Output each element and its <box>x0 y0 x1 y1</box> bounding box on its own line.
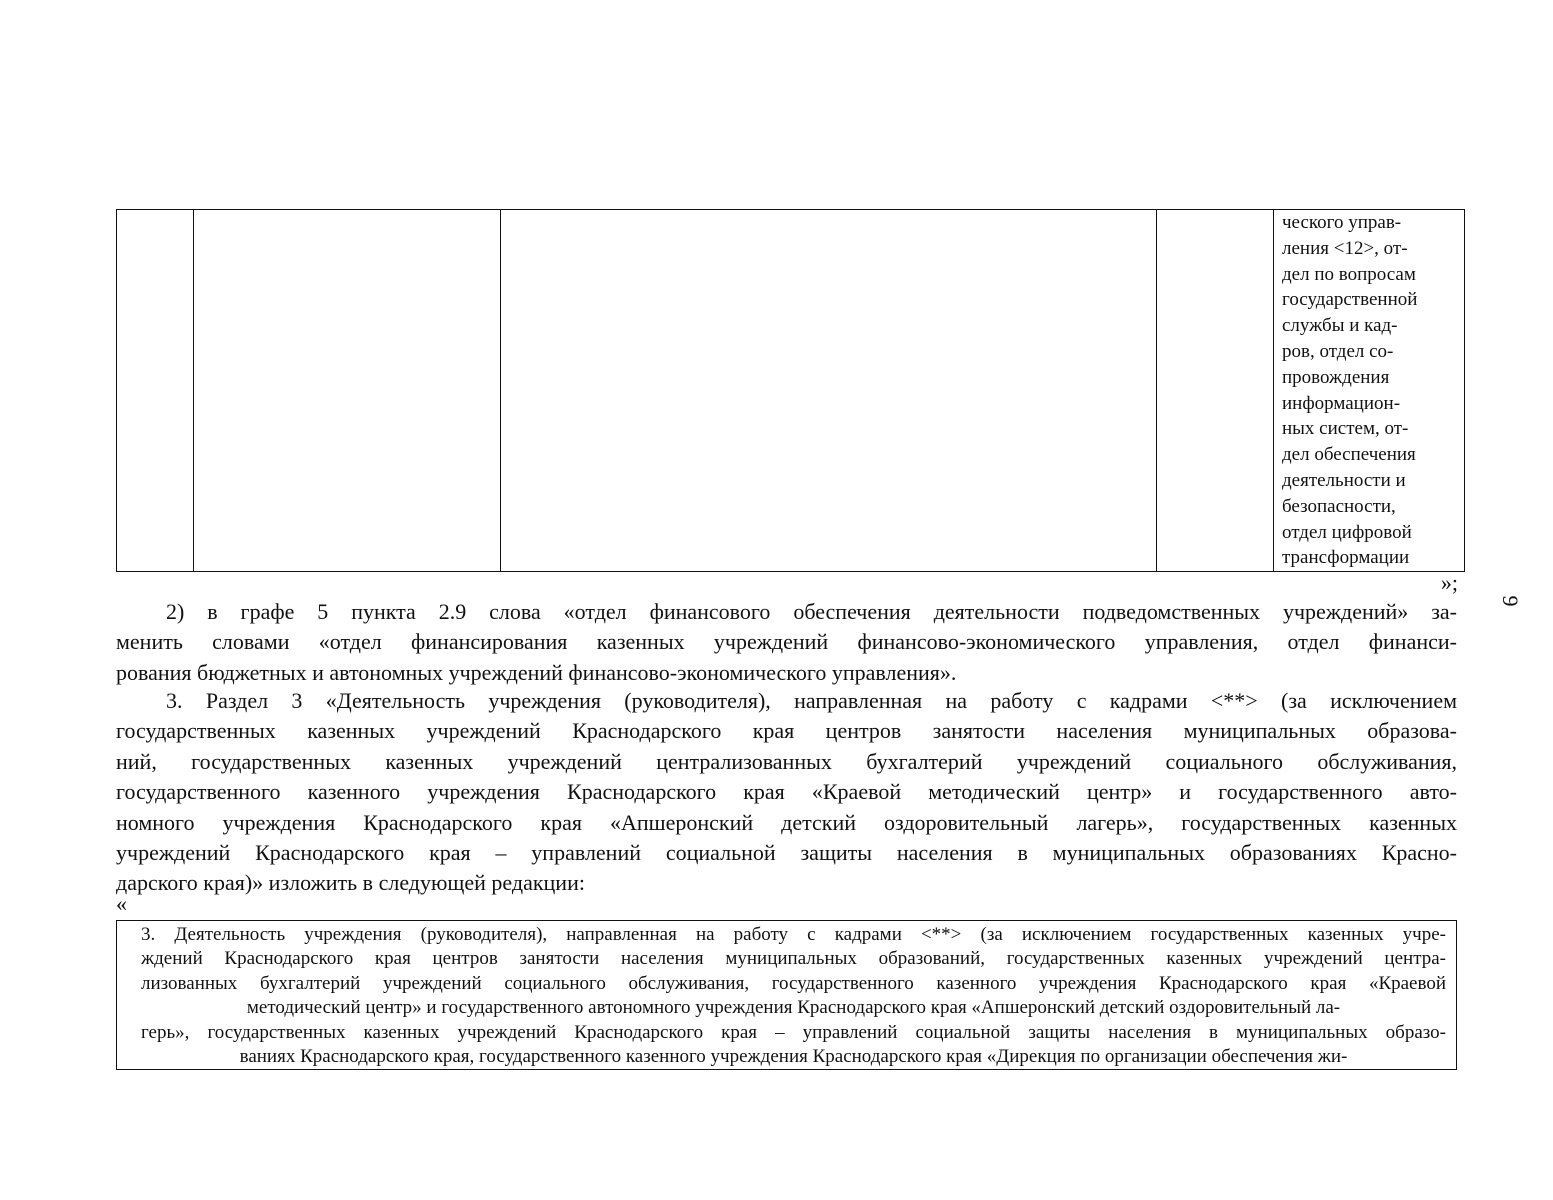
cell-line: службы и кад- <box>1282 315 1398 337</box>
cell-line: провождения <box>1282 366 1390 388</box>
paragraph-line: менить словами «отдел финансирования казенных учреждений финансово-экономического управления, отдел финанси- <box>116 629 1457 655</box>
table-cell-responsible <box>1274 210 1465 572</box>
cell-line: государственной <box>1282 289 1418 311</box>
paragraph-line: 2) в графе 5 пункта 2.9 слова «отдел финансового обеспечения деятельности подведомственных учреждений» за- <box>166 599 1457 624</box>
cell-line: ров, отдел со- <box>1282 340 1394 362</box>
new-section-box <box>116 920 1457 1070</box>
cell-line: трансформации <box>1282 547 1410 569</box>
cell-line: отдел цифровой <box>1282 521 1412 543</box>
paragraph-line: дарского края)» изложить в следующей редакции: <box>116 870 585 896</box>
cell-line: ческого управ- <box>1282 212 1402 233</box>
table-cell-2 <box>194 210 501 572</box>
table-cell-4 <box>1157 210 1274 572</box>
paragraph-line: учреждений Краснодарского края – управлений социальной защиты населения в муниципальных образованиях Красно- <box>116 840 1457 866</box>
paragraph-line: 3. Раздел 3 «Деятельность учреждения (руководителя), направленная на работу с кадрами <**> (за исключением <box>166 688 1457 713</box>
box-line: методический центр» и государственного автономного учреждения Краснодарского края «Апшеронский детский оздоровительный ла- <box>246 997 1341 1019</box>
box-line: ваниях Краснодарского края, государственного казенного учреждения Краснодарского края «Дирекция по организации обеспечения жи- <box>239 1046 1348 1068</box>
paragraph-line: ний, государственных казенных учреждений централизованных бухгалтерий учреждений социального обслуживания, <box>116 748 1457 774</box>
box-line: герь», государственных казенных учреждений Краснодарского края – управлений социальной защиты населения в муниципальных образо- <box>141 1021 1446 1043</box>
cell-line: информацион- <box>1282 392 1401 414</box>
box-line: лизованных бухгалтерий учреждений социального обслуживания, государственного казенного учреждения Краснодарского края «Краевой <box>141 972 1446 994</box>
cell-line: ления <12>, от- <box>1282 237 1408 259</box>
responsible-units-text <box>1274 210 1464 571</box>
paragraph-2 <box>116 597 1457 688</box>
opening-quote: « <box>116 891 127 916</box>
closing-quote: »; <box>1440 570 1458 595</box>
cell-line: дел по вопросам <box>1282 263 1416 285</box>
paragraph-line: государственного казенного учреждения Краснодарского края «Краевой методический центр» и государственного авто- <box>116 779 1457 805</box>
paragraph-line: рования бюджетных и автономных учреждений финансово-экономического управления». <box>116 659 957 685</box>
paragraph-line: государственных казенных учреждений Краснодарского края центров занятости населения муниципальных образова- <box>116 718 1457 744</box>
table-cell-3 <box>501 210 1157 572</box>
page-number: 9 <box>1498 595 1523 607</box>
box-line: 3. Деятельность учреждения (руководителя), направленная на работу с кадрами <**> (за исключением государственных казенных учре- <box>141 924 1446 945</box>
cell-line: безопасности, <box>1282 495 1396 517</box>
continuation-table <box>116 209 1465 572</box>
table-cell-number <box>117 210 194 572</box>
box-line: ждений Краснодарского края центров занятости населения муниципальных образований, государственных казенных учреждений центра- <box>141 948 1446 970</box>
cell-line: дел обеспечения <box>1282 444 1416 466</box>
table-row <box>117 210 1465 572</box>
paragraph-3 <box>116 686 1457 899</box>
cell-line: деятельности и <box>1282 469 1406 491</box>
paragraph-line: номного учреждения Краснодарского края «Апшеронский детский оздоровительный лагерь», государственных казенных <box>116 809 1457 835</box>
new-section-text <box>117 921 1456 1069</box>
cell-line: ных систем, от- <box>1282 418 1409 440</box>
